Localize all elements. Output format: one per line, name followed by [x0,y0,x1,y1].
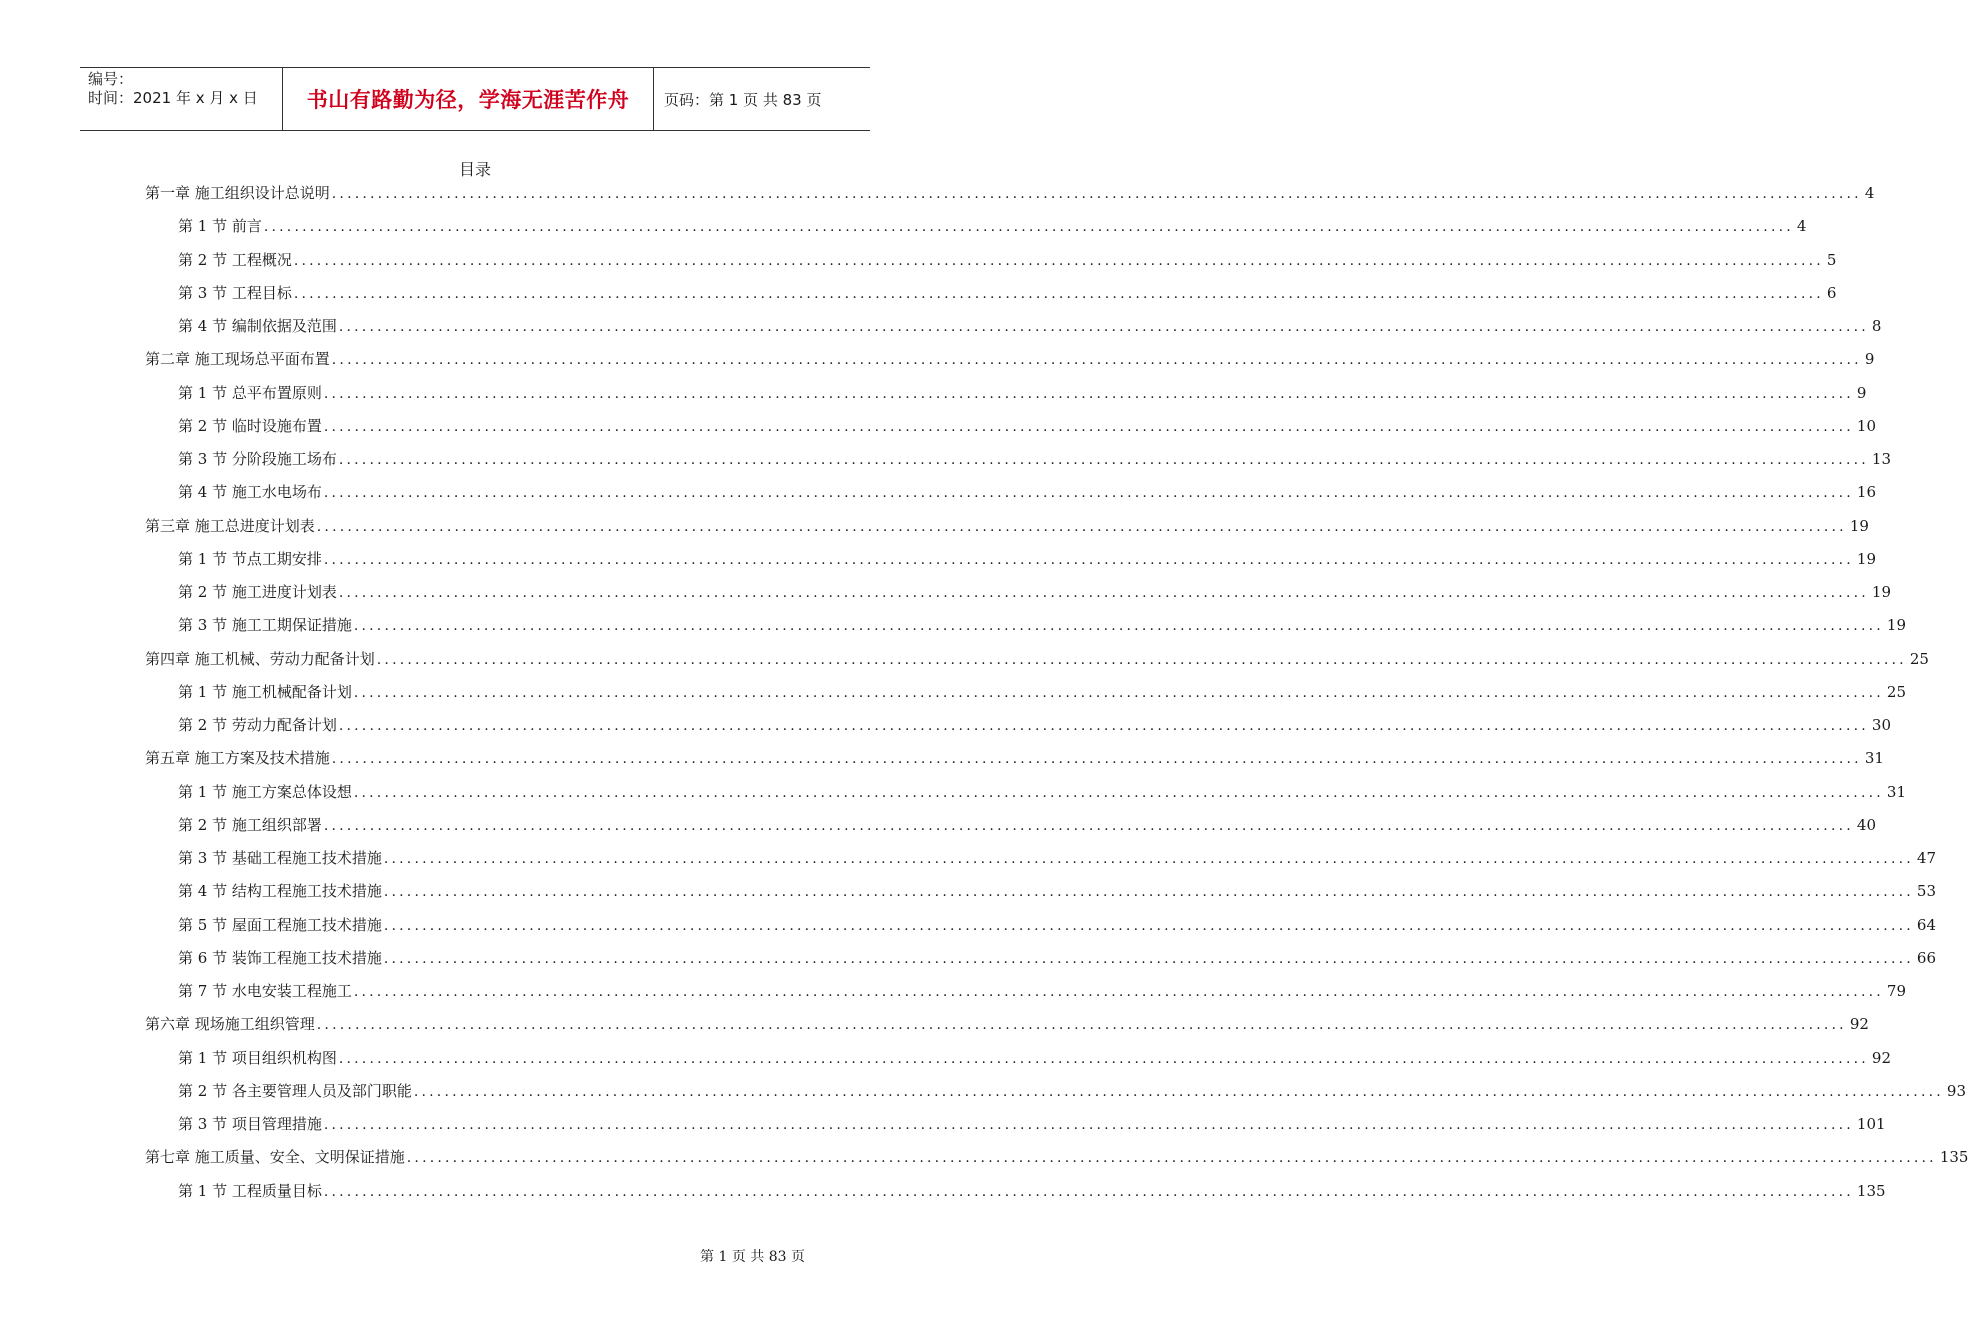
toc-entry-page: 19 [1886,616,1906,634]
toc-entry-page: 92 [1849,1015,1869,1033]
toc-entry-label: 第 1 节 工程质量目标 [178,1182,322,1200]
toc-dot-leader: ........................................................................................................................................................................................................ [316,1017,1847,1033]
toc-entry-label: 第 2 节 劳动力配备计划 [178,716,337,734]
toc-entry-page: 135 [1939,1148,1968,1166]
toc-section-entry[interactable] [178,249,1837,271]
toc-entry-label: 第 5 节 屋面工程施工技术措施 [178,916,382,934]
toc-entry-label: 第六章 现场施工组织管理 [145,1015,315,1033]
toc-dot-leader: ........................................................................................................................................................................................................ [376,652,1907,668]
toc-dot-leader: ........................................................................................................................................................................................................ [383,851,1914,867]
page-footer: 第 1 页 共 83 页 [700,1249,805,1265]
toc-entry-page: 92 [1871,1049,1891,1067]
toc-dot-leader: ........................................................................................................................................................................................................ [293,253,1824,269]
toc-entry-page: 53 [1916,882,1936,900]
toc-chapter-entry[interactable] [145,348,1875,370]
toc-entry-page: 64 [1916,916,1936,934]
toc-dot-leader: ........................................................................................................................................................................................................ [383,918,1914,934]
toc-dot-leader: ........................................................................................................................................................................................................ [331,751,1862,767]
toc-chapter-entry[interactable] [145,1146,1968,1168]
toc-title: 目录 [458,160,491,179]
toc-entry-label: 第 1 节 项目组织机构图 [178,1049,337,1067]
toc-entry-label: 第 4 节 施工水电场布 [178,483,322,501]
toc-section-entry[interactable] [178,814,1876,836]
toc-entry-page: 16 [1856,483,1876,501]
toc-dot-leader: ........................................................................................................................................................................................................ [353,618,1884,634]
toc-entry-page: 13 [1871,450,1891,468]
toc-dot-leader: ........................................................................................................................................................................................................ [331,352,1862,368]
toc-entry-page: 101 [1856,1115,1886,1133]
toc-entry-label: 第 3 节 施工工期保证措施 [178,616,352,634]
toc-section-entry[interactable] [178,315,1882,337]
toc-entry-label: 第二章 施工现场总平面布置 [145,350,330,368]
toc-entry-page: 10 [1856,417,1876,435]
toc-section-entry[interactable] [178,714,1891,736]
toc-section-entry[interactable] [178,947,1936,969]
header-page-text: 页码：第 1 页 共 83 页 [664,90,822,109]
toc-section-entry[interactable] [178,282,1837,304]
toc-entry-page: 9 [1856,384,1867,402]
toc-entry-label: 第 2 节 施工组织部署 [178,816,322,834]
toc-section-entry[interactable] [178,880,1936,902]
toc-section-entry[interactable] [178,1113,1886,1135]
toc-section-entry[interactable] [178,1180,1886,1202]
toc-dot-leader: ........................................................................................................................................................................................................ [383,884,1914,900]
toc-chapter-entry[interactable] [145,515,1869,537]
toc-dot-leader: ........................................................................................................................................................................................................ [413,1084,1944,1100]
toc-entry-page: 25 [1886,683,1906,701]
header-meta [80,68,282,130]
toc-entry-label: 第 1 节 施工方案总体设想 [178,783,352,801]
toc-entry-label: 第七章 施工质量、安全、文明保证措施 [145,1148,405,1166]
toc-dot-leader: ........................................................................................................................................................................................................ [293,286,1824,302]
toc-section-entry[interactable] [178,415,1876,437]
toc-entry-page: 6 [1826,284,1837,302]
number-label: 编号： [88,70,134,88]
toc-entry-label: 第 1 节 施工机械配备计划 [178,683,352,701]
toc-entry-page: 66 [1916,949,1936,967]
toc-entry-page: 47 [1916,849,1936,867]
header-motto-cell [282,68,654,130]
toc-entry-label: 第五章 施工方案及技术措施 [145,749,330,767]
toc-dot-leader: ........................................................................................................................................................................................................ [316,519,1847,535]
toc-section-entry[interactable] [178,614,1906,636]
toc-entry-label: 第三章 施工总进度计划表 [145,517,315,535]
toc-dot-leader: ........................................................................................................................................................................................................ [406,1150,1937,1166]
toc-section-entry[interactable] [178,914,1936,936]
motto-text: 书山有路勤为径，学海无涯苦作舟 [306,88,630,112]
toc-entry-page: 135 [1856,1182,1886,1200]
toc-dot-leader: ........................................................................................................................................................................................................ [353,685,1884,701]
toc-entry-page: 5 [1826,251,1837,269]
toc-section-entry[interactable] [178,215,1807,237]
toc-dot-leader: ........................................................................................................................................................................................................ [338,718,1869,734]
toc-dot-leader: ........................................................................................................................................................................................................ [323,1184,1854,1200]
toc-dot-leader: ........................................................................................................................................................................................................ [338,319,1869,335]
toc-entry-page: 30 [1871,716,1891,734]
toc-dot-leader: ........................................................................................................................................................................................................ [323,485,1854,501]
toc-entry-label: 第四章 施工机械、劳动力配备计划 [145,650,375,668]
toc-dot-leader: ........................................................................................................................................................................................................ [383,951,1914,967]
toc-chapter-entry[interactable] [145,648,1929,670]
toc-dot-leader: ........................................................................................................................................................................................................ [338,585,1869,601]
toc-entry-label: 第 6 节 装饰工程施工技术措施 [178,949,382,967]
toc-entry-label: 第 2 节 工程概况 [178,251,292,269]
toc-entry-label: 第 2 节 临时设施布置 [178,417,322,435]
toc-section-entry[interactable] [178,681,1906,703]
toc-entry-page: 4 [1796,217,1807,235]
toc-entry-label: 第 3 节 分阶段施工场布 [178,450,337,468]
toc-section-entry[interactable] [178,1080,1966,1102]
toc-entry-label: 第 7 节 水电安装工程施工 [178,982,352,1000]
toc-entry-label: 第 1 节 前言 [178,217,262,235]
toc-entry-page: 4 [1864,184,1875,202]
toc-section-entry[interactable] [178,448,1891,470]
toc-entry-label: 第 1 节 节点工期安排 [178,550,322,568]
toc-entry-page: 31 [1864,749,1884,767]
toc-entry-page: 8 [1871,317,1882,335]
toc-dot-leader: ........................................................................................................................................................................................................ [353,785,1884,801]
toc-entry-page: 19 [1849,517,1869,535]
toc-entry-page: 79 [1886,982,1906,1000]
header-page-info [654,68,870,130]
toc-entry-label: 第一章 施工组织设计总说明 [145,184,330,202]
toc-chapter-entry[interactable] [145,747,1884,769]
page-header [80,67,870,131]
toc-entry-page: 25 [1909,650,1929,668]
toc-entry-page: 19 [1871,583,1891,601]
toc-entry-page: 31 [1886,783,1906,801]
toc-section-entry[interactable] [178,481,1876,503]
toc-section-entry[interactable] [178,548,1876,570]
toc-section-entry[interactable] [178,980,1906,1002]
toc-entry-label: 第 4 节 结构工程施工技术措施 [178,882,382,900]
toc-dot-leader: ........................................................................................................................................................................................................ [323,1117,1854,1133]
toc-section-entry[interactable] [178,382,1867,404]
toc-entry-page: 9 [1864,350,1875,368]
toc-entry-label: 第 2 节 各主要管理人员及部门职能 [178,1082,412,1100]
toc-section-entry[interactable] [178,781,1906,803]
toc-dot-leader: ........................................................................................................................................................................................................ [323,552,1854,568]
toc-entry-label: 第 1 节 总平布置原则 [178,384,322,402]
toc-section-entry[interactable] [178,581,1891,603]
toc-entry-label: 第 4 节 编制依据及范围 [178,317,337,335]
toc-dot-leader: ........................................................................................................................................................................................................ [331,186,1862,202]
toc-entry-label: 第 2 节 施工进度计划表 [178,583,337,601]
toc-dot-leader: ........................................................................................................................................................................................................ [323,386,1854,402]
toc-entry-page: 19 [1856,550,1876,568]
toc-entry-label: 第 3 节 工程目标 [178,284,292,302]
toc-dot-leader: ........................................................................................................................................................................................................ [353,984,1884,1000]
toc-entry-label: 第 3 节 项目管理措施 [178,1115,322,1133]
toc-dot-leader: ........................................................................................................................................................................................................ [338,1051,1869,1067]
toc-entry-label: 第 3 节 基础工程施工技术措施 [178,849,382,867]
toc-chapter-entry[interactable] [145,182,1875,204]
toc-entry-page: 93 [1946,1082,1966,1100]
toc-dot-leader: ........................................................................................................................................................................................................ [263,219,1794,235]
toc-section-entry[interactable] [178,1047,1891,1069]
time-label: 时间：2021 年 x 月 x 日 [88,89,258,107]
toc-dot-leader: ........................................................................................................................................................................................................ [323,419,1854,435]
toc-section-entry[interactable] [178,847,1936,869]
toc-dot-leader: ........................................................................................................................................................................................................ [338,452,1869,468]
toc-chapter-entry[interactable] [145,1013,1869,1035]
toc-entry-page: 40 [1856,816,1876,834]
toc-dot-leader: ........................................................................................................................................................................................................ [323,818,1854,834]
